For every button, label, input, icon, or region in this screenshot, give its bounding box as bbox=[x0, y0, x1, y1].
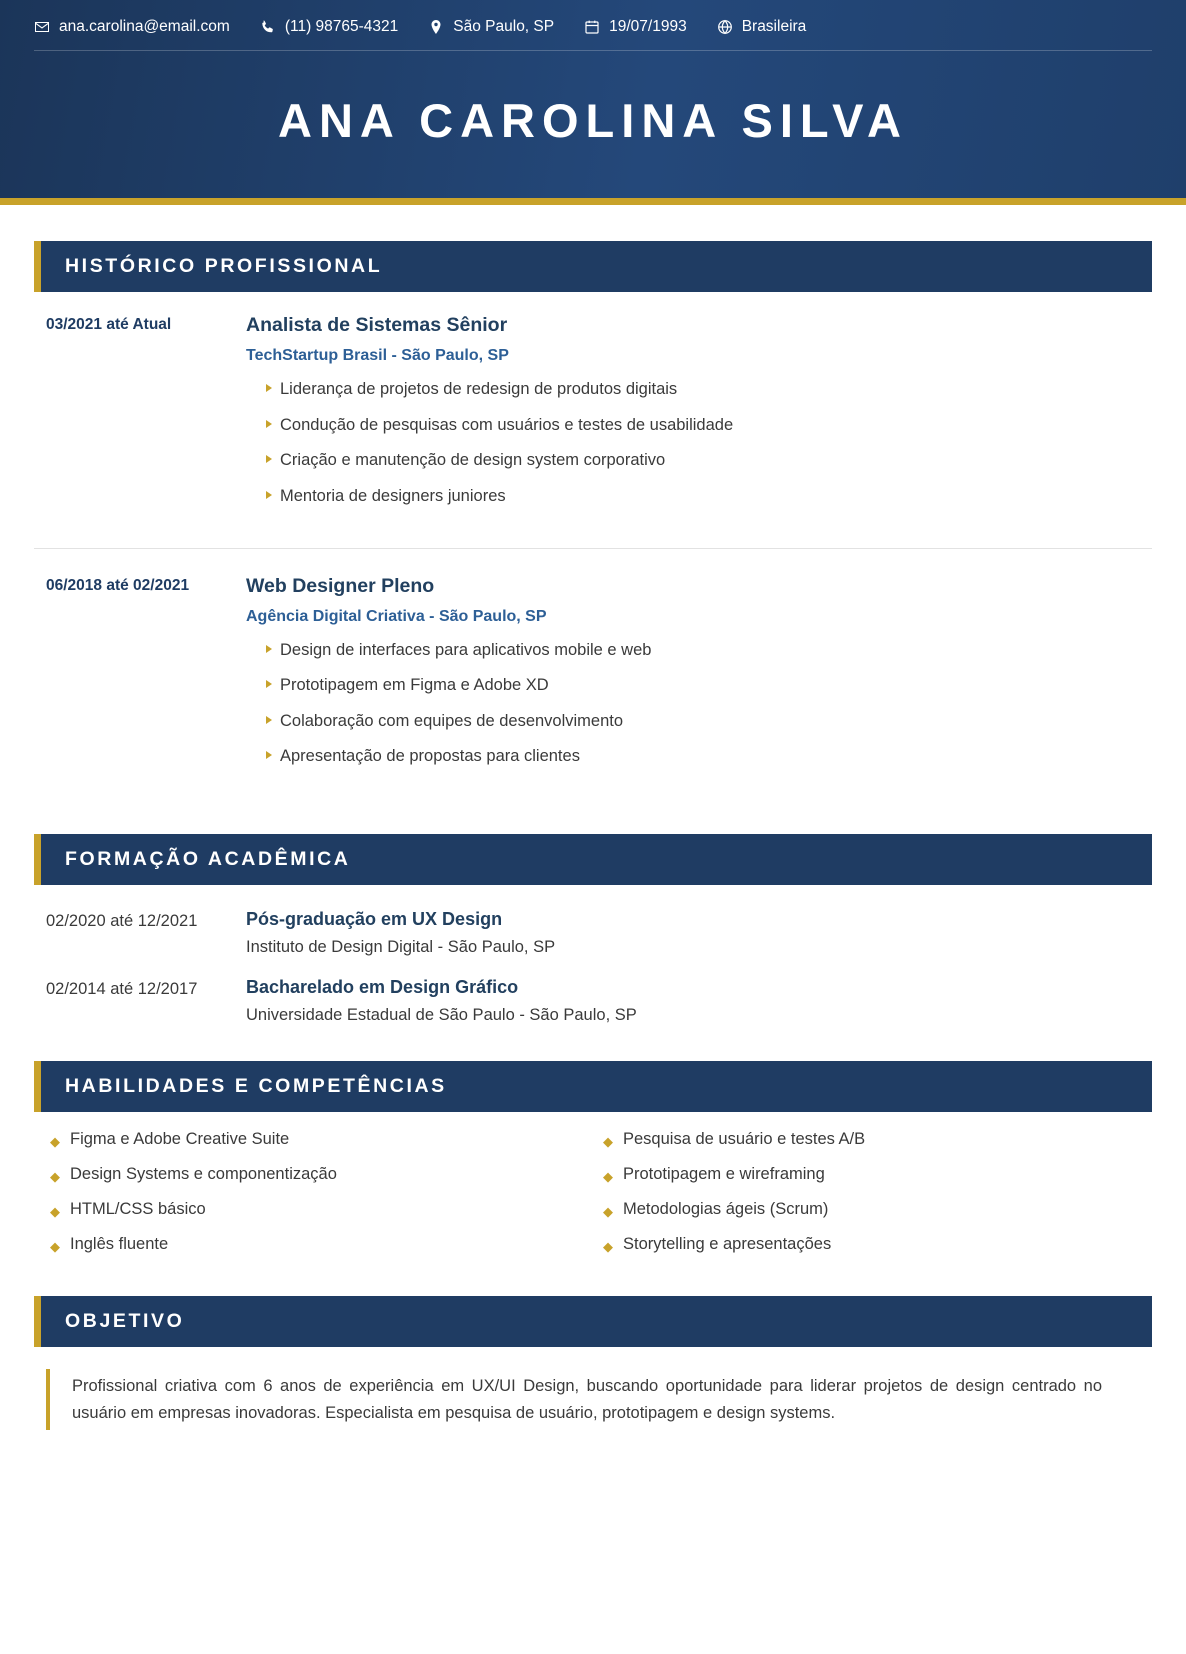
experience-bullets bbox=[246, 379, 1152, 507]
bullet-text: Colaboração com equipes de desenvolvimento bbox=[280, 711, 624, 730]
bullet-text: Apresentação de propostas para clientes bbox=[280, 747, 580, 766]
resume-body bbox=[0, 205, 1186, 1430]
education-item bbox=[34, 899, 1152, 967]
skill-text: HTML/CSS básico bbox=[70, 1200, 206, 1218]
education-degree: Bacharelado em Design Gráfico bbox=[246, 977, 519, 997]
diamond-bullet-icon: ◆ bbox=[50, 1169, 60, 1184]
contact-birthdate bbox=[584, 18, 687, 36]
list-item bbox=[46, 1165, 599, 1184]
list-item bbox=[599, 1200, 1152, 1219]
section-header-skills: HABILIDADES E COMPETÊNCIAS bbox=[34, 1061, 1152, 1112]
experience-item bbox=[34, 548, 1152, 809]
contact-email-text: ana.carolina@email.com bbox=[59, 18, 230, 35]
diamond-bullet-icon: ◆ bbox=[50, 1204, 60, 1219]
diamond-bullet-icon: ◆ bbox=[50, 1134, 60, 1149]
contact-location-text: São Paulo, SP bbox=[453, 18, 555, 35]
skill-text: Design Systems e componentização bbox=[70, 1165, 337, 1183]
experience-item bbox=[34, 314, 1152, 548]
section-header-objective: OBJETIVO bbox=[34, 1296, 1152, 1347]
triangle-bullet-icon bbox=[266, 716, 272, 724]
contact-birthdate-text: 19/07/1993 bbox=[609, 18, 687, 35]
triangle-bullet-icon bbox=[266, 751, 272, 759]
section-header-experience: HISTÓRICO PROFISSIONAL bbox=[34, 241, 1152, 292]
objective-text: Profissional criativa com 6 anos de experiência em UX/UI Design, buscando oportunidade para liderar projetos de design centrado no usuário em empresas inovadoras. Especialista em pesquisa de usuário, prototipagem e design systems. bbox=[72, 1377, 1102, 1422]
experience-job-title: Web Designer Pleno bbox=[246, 574, 435, 597]
experience-job-title: Analista de Sistemas Sênior bbox=[246, 314, 508, 336]
experience-company: TechStartup Brasil - São Paulo, SP bbox=[246, 347, 509, 364]
contact-nationality bbox=[717, 18, 807, 36]
bullet-text: Liderança de projetos de redesign de produtos digitais bbox=[280, 380, 678, 398]
triangle-bullet-icon bbox=[266, 680, 272, 688]
diamond-bullet-icon: ◆ bbox=[50, 1239, 60, 1254]
bullet-text: Condução de pesquisas com usuários e testes de usabilidade bbox=[280, 415, 734, 434]
experience-body bbox=[246, 314, 1152, 522]
skill-text: Pesquisa de usuário e testes A/B bbox=[623, 1130, 866, 1148]
experience-date: 06/2018 até 02/2021 bbox=[46, 576, 190, 594]
education-school: Universidade Estadual de São Paulo - São Paulo, SP bbox=[246, 1006, 637, 1024]
phone-icon bbox=[260, 19, 276, 35]
skill-text: Metodologias ágeis (Scrum) bbox=[623, 1200, 829, 1218]
list-item bbox=[246, 486, 1152, 507]
education-date: 02/2020 até 12/2021 bbox=[46, 912, 198, 930]
list-item bbox=[599, 1235, 1152, 1254]
bullet-text: Design de interfaces para aplicativos mobile e web bbox=[280, 640, 652, 659]
list-item bbox=[246, 711, 1152, 732]
list-item bbox=[246, 415, 1152, 436]
skills-column-right bbox=[599, 1130, 1152, 1270]
experience-company: Agência Digital Criativa - São Paulo, SP bbox=[246, 607, 547, 625]
triangle-bullet-icon bbox=[266, 645, 272, 653]
education-school: Instituto de Design Digital - São Paulo, SP bbox=[246, 938, 556, 956]
skills-column-left bbox=[46, 1130, 599, 1270]
resume-header bbox=[0, 0, 1186, 205]
experience-date: 03/2021 até Atual bbox=[46, 316, 172, 333]
list-item bbox=[46, 1200, 599, 1219]
education-item bbox=[34, 967, 1152, 1035]
contact-email bbox=[34, 18, 230, 36]
envelope-icon bbox=[34, 19, 50, 35]
education-degree: Pós-graduação em UX Design bbox=[246, 909, 503, 929]
globe-icon bbox=[717, 19, 733, 35]
diamond-bullet-icon: ◆ bbox=[603, 1239, 613, 1254]
list-item bbox=[246, 675, 1152, 696]
bullet-text: Mentoria de designers juniores bbox=[280, 486, 506, 505]
diamond-bullet-icon: ◆ bbox=[603, 1169, 613, 1184]
name-block bbox=[0, 51, 1186, 198]
map-pin-icon bbox=[428, 19, 444, 35]
section-header-education: FORMAÇÃO ACADÊMICA bbox=[34, 834, 1152, 885]
skill-text: Storytelling e apresentações bbox=[623, 1235, 832, 1253]
bullet-text: Criação e manutenção de design system corporativo bbox=[280, 451, 666, 470]
skills-grid bbox=[34, 1130, 1152, 1270]
bullet-text: Prototipagem em Figma e Adobe XD bbox=[280, 676, 549, 695]
list-item bbox=[599, 1130, 1152, 1149]
contact-phone bbox=[260, 18, 398, 36]
list-item bbox=[246, 450, 1152, 471]
list-item bbox=[246, 746, 1152, 767]
skill-text: Inglês fluente bbox=[70, 1235, 169, 1253]
list-item bbox=[599, 1165, 1152, 1184]
contact-nationality-text: Brasileira bbox=[741, 18, 807, 35]
objective-block bbox=[46, 1369, 1152, 1430]
list-item bbox=[46, 1130, 599, 1149]
triangle-bullet-icon bbox=[266, 420, 272, 428]
education-date: 02/2014 até 12/2017 bbox=[46, 980, 198, 998]
candidate-name: ANA CAROLINA SILVA bbox=[278, 94, 908, 147]
calendar-icon bbox=[584, 19, 600, 35]
education-body bbox=[246, 977, 1152, 1025]
experience-bullets bbox=[246, 640, 1152, 768]
triangle-bullet-icon bbox=[266, 491, 272, 499]
contact-phone-text: (11) 98765-4321 bbox=[284, 18, 399, 35]
education-body bbox=[246, 909, 1152, 957]
diamond-bullet-icon: ◆ bbox=[603, 1204, 613, 1219]
list-item bbox=[46, 1235, 599, 1254]
experience-body bbox=[246, 575, 1152, 783]
experience-list bbox=[34, 314, 1152, 808]
contact-bar bbox=[34, 0, 1152, 51]
list-item bbox=[246, 379, 1152, 400]
skill-text: Prototipagem e wireframing bbox=[623, 1165, 825, 1183]
diamond-bullet-icon: ◆ bbox=[603, 1134, 613, 1149]
triangle-bullet-icon bbox=[266, 384, 272, 392]
education-list bbox=[34, 899, 1152, 1035]
list-item bbox=[246, 640, 1152, 661]
triangle-bullet-icon bbox=[266, 455, 272, 463]
skill-text: Figma e Adobe Creative Suite bbox=[70, 1130, 290, 1148]
contact-location bbox=[428, 18, 554, 36]
